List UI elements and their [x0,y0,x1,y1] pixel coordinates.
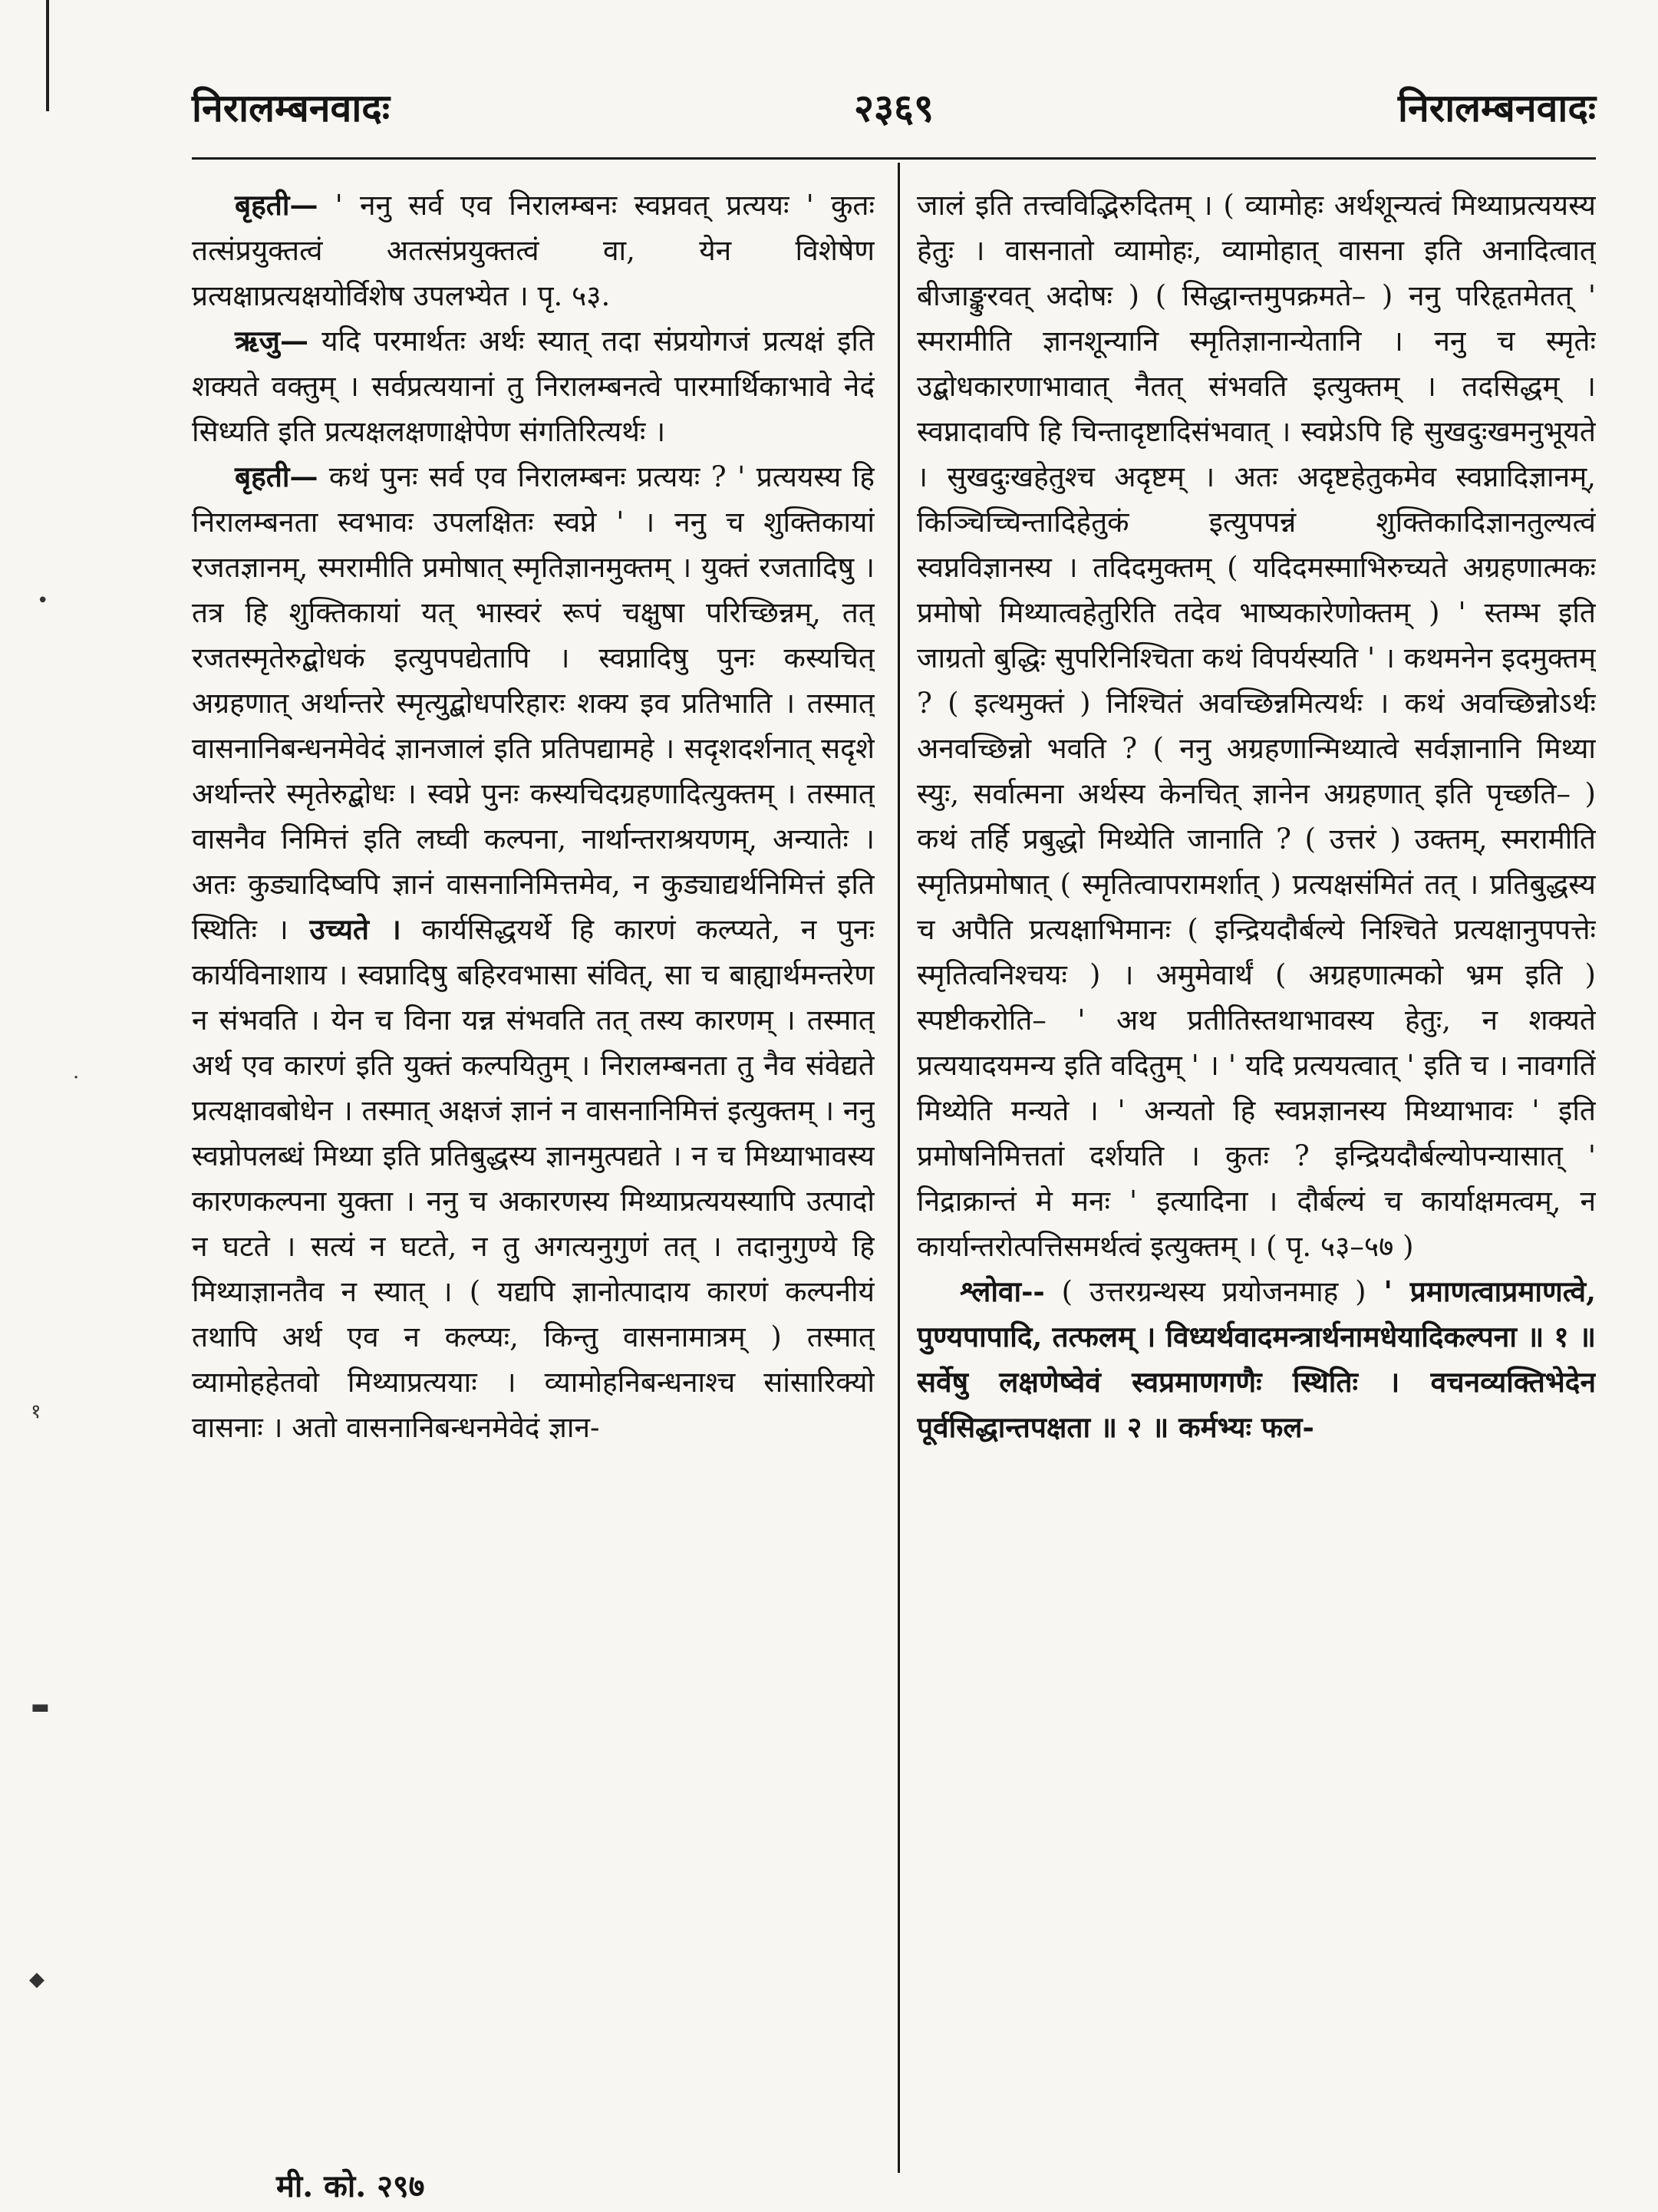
margin-mark: १ [31,1400,41,1423]
paragraph-text: कथं पुनः सर्व एव निरालम्बनः प्रत्ययः ? ' प्रत्ययस्य हि निरालम्बनता स्वभावः उपलक्षितः स्वप्ने ' । ननु च शुक्तिकायां रजतज्ञानम्, स्मरामीति प्रमोषात् स्मृतिज्ञानमुक्तम् । युक्तं रजतादिषु । तत्र हि शुक्तिकायां यत् भास्वरं रूपं चक्षुषा परिच्छिन्नम्, तत् रजतस्मृतेरुद्बोधकं इत्युपपद्येतापि । स्वप्नादिषु पुनः कस्यचित् अग्रहणात् अर्थान्तरे स्मृत्युद्बोधपरिहारः शक्य इव प्रतिभाति । तस्मात् वासनानिबन्धनमेवेदं ज्ञानजालं इति प्रतिपद्यामहे । सदृशदर्शनात् सदृशे अर्थान्तरे स्मृतेरुद्बोधः । स्वप्ने पुनः कस्यचिदग्रहणादित्युक्तम् । तस्मात् वासनैव निमित्तं इति लघ्वी कल्पना, नार्थान्तराश्रयणम्, अन्यातेः । अतः कुड्यादिष्वपि ज्ञानं वासनानिमित्तमेव, न कुड्याद्यर्थनिमित्तं इति स्थितिः । [192,460,875,946]
footer-signature: मी. को. २९७ [276,2168,425,2204]
margin-dot: ◆ [29,1968,44,1991]
margin-dot: · [73,1066,80,1090]
paragraph-riju [192,318,875,454]
paragraph-brihati-2 [192,454,875,1450]
paragraph-shlokavartika [917,1269,1596,1450]
left-column [192,183,875,2147]
emphasis-text: उच्यते । [288,912,401,946]
page-header [192,81,1596,142]
paragraph-text: जालं इति तत्त्वविद्भिरुदितम् । ( व्यामोहः अर्थशून्यत्वं मिथ्याप्रत्ययस्य हेतुः । वासनातो व्यामोहः, व्यामोहात् वासना इति अनादित्वात् बीजाङ्कुरवत् अदोषः ) ( सिद्धान्तमुपक्रमते– ) ननु परिहृतमेतत् ' स्मरामीति ज्ञानशून्यानि स्मृतिज्ञानान्येतानि । ननु च स्मृतेः उद्बोधकारणाभावात् नैतत् संभवति इत्युक्तम् । तदसिद्धम् । स्वप्नादावपि हि चिन्तादृष्टादिसंभवात् । स्वप्नेऽपि हि सुखदुःखमनुभूयते । सुखदुःखहेतुश्च अदृष्टम् । अतः अदृष्टहेतुकमेव स्वप्नादिज्ञानम्, किञ्चिच्चिन्तादिहेतुकं इत्युपपन्नं शुक्तिकादिज्ञानतुल्यत्वं स्वप्नविज्ञानस्य । तदिदमुक्तम् ( यदिदमस्माभिरुच्यते अग्रहणात्मकः प्रमोषो मिथ्यात्वहेतुरिति तदेव भाष्यकारेणोक्तम् ) ' स्तम्भ इति जाग्रतो बुद्धिः सुपरिनिश्चिता कथं विपर्यस्यति ' । कथमनेन इदमुक्तम् ? ( इत्थमुक्तं ) निश्चितं अवच्छिन्नमित्यर्थः । कथं अवच्छिन्नोऽर्थः अनवच्छिन्नो भवति ? ( ननु अग्रहणान्मिथ्यात्वे सर्वज्ञानानि मिथ्या स्युः, सर्वात्मना अर्थस्य केनचित् ज्ञानेन अग्रहणात् इति पृच्छति– ) कथं तर्हि प्रबुद्धो मिथ्येति जानाति ? ( उत्तरं ) उक्तम्, स्मरामीति स्मृतिप्रमोषात् ( स्मृतित्वापरामर्शात् ) प्रत्यक्षसंमितं तत् । प्रतिबुद्धस्य च अपैति प्रत्यक्षाभिमानः ( इन्द्रियदौर्बल्ये निश्चिते प्रत्यक्षानुपपत्तेः स्मृतित्वनिश्चयः ) । अमुमेवार्थं ( अग्रहणात्मको भ्रम इति ) स्पष्टीकरोति– ' अथ प्रतीतिस्तथाभावस्य हेतुः, न शक्यते प्रत्ययादयमन्य इति वदितुम् ' । ' यदि प्रत्ययत्वात् ' इति च । नावगतिं मिथ्येति मन्यते । ' अन्यतो हि स्वप्नज्ञानस्य मिथ्याभावः ' इति प्रमोषनिमित्ततां दर्शयति । कुतः ? इन्द्रियदौर्बल्योपन्यासात् ' निद्राक्रान्तं मे मनः ' इत्यादिना । दौर्बल्यं च कार्याक्षमत्वम्, न कार्यान्तरोत्पत्तिसमर्थत्वं इत्युक्तम् । ( पृ. ५३–५७ ) [917,189,1596,1263]
speaker-label: ऋजु— [235,324,309,358]
paragraph-text: कार्यसिद्धयर्थे हि कारणं कल्प्यते, न पुनः कार्यविनाशाय । स्वप्नादिषु बहिरवभासा संवित्, सा च बाह्यार्थमन्तरेण न संभवति । येन च विना यन्न संभवति तत् तस्य कारणम् । तस्मात् अर्थ एव कारणं इति युक्तं कल्पयितुम् । निरालम्बनता तु नैव संवेद्यते प्रत्यक्षावबोधेन । तस्मात् अक्षजं ज्ञानं न वासनानिमित्तं इत्युक्तम् । ननु स्वप्नोपलब्धं मिथ्या इति प्रतिबुद्धस्य ज्ञानमुत्पद्यते । न च मिथ्याभावस्य कारणकल्पना युक्ता । ननु च अकारणस्य मिथ्याप्रत्ययस्यापि उत्पादो न घटते । सत्यं न घटते, न तु अगत्यनुगुणं तत् । तदानुगुण्ये हि मिथ्याज्ञानतैव न स्यात् । ( यद्यपि ज्ञानोत्पादाय कारणं कल्पनीयं तथापि अर्थ एव न कल्प्यः, किन्तु वासनामात्रम् ) तस्मात् व्यामोहहेतवो मिथ्याप्रत्ययाः । व्यामोहनिबन्धनाश्च सांसारिक्यो वासनाः । अतो वासनानिबन्धनमेवेदं ज्ञान- [192,913,875,1444]
right-column [917,183,1596,2147]
speaker-label: बृहती— [235,460,318,493]
verse-text: ' प्रमाणत्वाप्रमाणत्वे, पुण्यपापादि, तत्फलम् । विध्यर्थवादमन्त्रार्थनामधेयादिकल्पना ॥ १ ॥ सर्वेषु लक्षणेष्वेवं स्वप्रमाणगणैः स्थितिः । वचनव्यक्तिभेदेन पूर्वसिद्धान्तपक्षता ॥ २ ॥ कर्मभ्यः फल- [917,1274,1596,1444]
running-head-right: निरालम्बनवादः [1398,85,1596,130]
running-head-left: निरालम्बनवादः [192,85,390,130]
column-divider [898,163,900,2173]
paragraph-text: ' ननु सर्व एव निरालम्बनः स्वप्नवत् प्रत्ययः ' कुतः तत्संप्रयुक्तत्वं अतत्संप्रयुक्तत्वं वा, येन विशेषेण प्रत्यक्षाप्रत्यक्षयोर्विशेष उपलभ्येत । पृ. ५३. [192,189,875,312]
paragraph-continuation [917,183,1596,1269]
margin-dot: ▬ [31,1696,50,1719]
paragraph-text: ( उत्तरग्रन्थस्य प्रयोजनमाह ) [1044,1275,1366,1308]
binding-line [46,0,49,111]
speaker-label: बृहती— [235,188,318,222]
header-rule [192,157,1596,160]
paragraph-brihati-1 [192,183,875,318]
page-number: २३६९ [854,85,934,130]
margin-dot: • [37,589,49,612]
paragraph-text: यदि परमार्थतः अर्थः स्यात् तदा संप्रयोगजं प्रत्यक्षं इति शक्यते वक्तुम् । सर्वप्रत्ययानां तु निरालम्बनत्वे पारमार्थिकाभावे नेदं सिध्यति इति प्रत्यक्षलक्षणाक्षेपेण संगतिरित्यर्थः । [192,325,875,448]
speaker-label: श्लोवा-- [960,1274,1045,1308]
